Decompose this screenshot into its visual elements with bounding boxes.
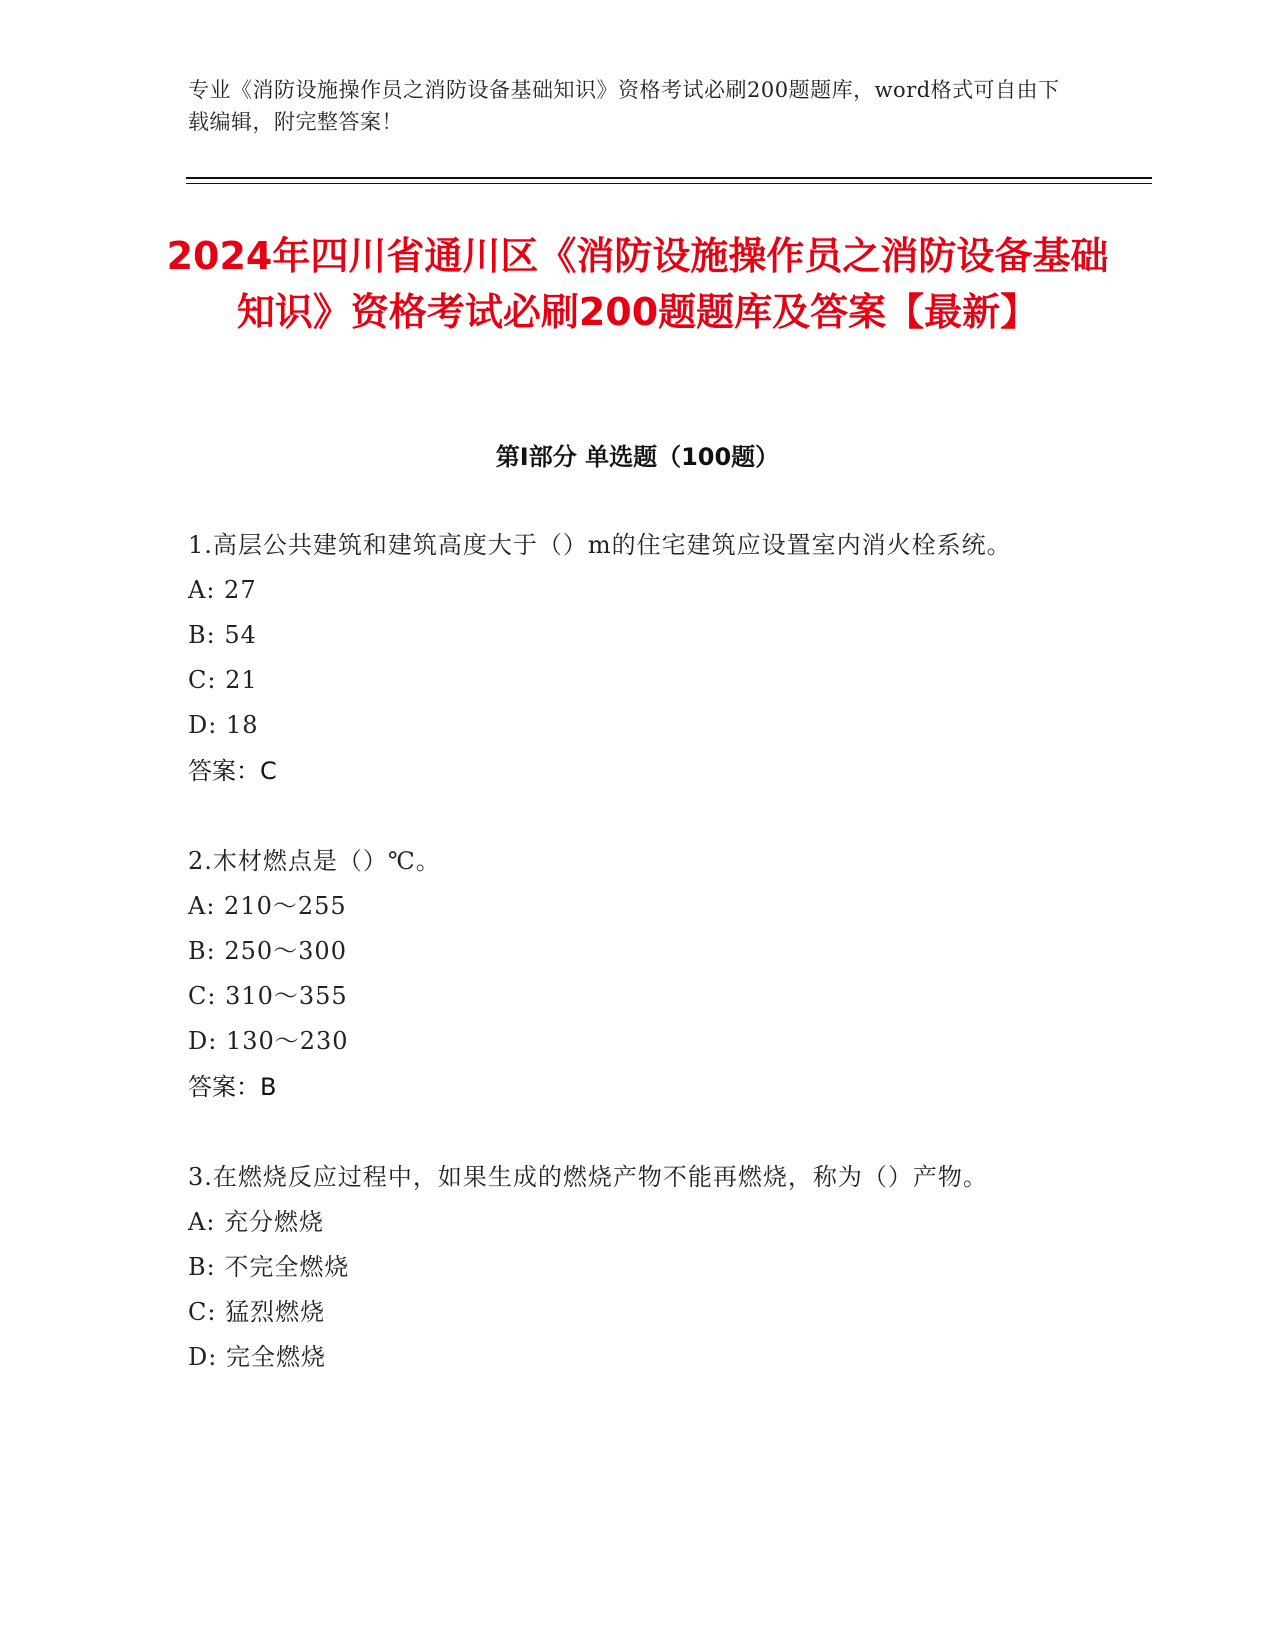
answer: 答案：C xyxy=(188,757,277,785)
option-b: B: 不完全燃烧 xyxy=(188,1253,350,1281)
option-a: A: 27 xyxy=(188,576,257,604)
question-2 xyxy=(188,838,1088,1110)
document-title: 2024年四川省通川区《消防设施操作员之消防设备基础知识》资格考试必刷200题题库及答案【最新】 xyxy=(166,234,1109,334)
header-divider-thick xyxy=(186,177,1152,179)
header-divider-thin xyxy=(186,183,1152,184)
question-stem: 3.在燃烧反应过程中，如果生成的燃烧产物不能再燃烧，称为（）产物。 xyxy=(188,1163,988,1191)
question-stem: 1.高层公共建筑和建筑高度大于（）m的住宅建筑应设置室内消火栓系统。 xyxy=(188,531,1012,559)
question-stem: 2.木材燃点是（）℃。 xyxy=(188,847,441,875)
option-b: B: 54 xyxy=(188,621,257,649)
option-d: D: 完全燃烧 xyxy=(188,1343,326,1371)
option-d: D: 18 xyxy=(188,711,259,739)
question-list xyxy=(188,522,1088,1424)
option-c: C: 猛烈燃烧 xyxy=(188,1298,326,1326)
option-b: B: 250～300 xyxy=(188,937,347,965)
option-c: C: 21 xyxy=(188,666,258,694)
question-3 xyxy=(188,1154,1088,1380)
option-d: D: 130～230 xyxy=(188,1027,349,1055)
option-a: A: 充分燃烧 xyxy=(188,1208,325,1236)
option-c: C: 310～355 xyxy=(188,982,348,1010)
header-note: 专业《消防设施操作员之消防设备基础知识》资格考试必刷200题题库，word格式可自由下载编辑，附完整答案！ xyxy=(188,78,1060,134)
section-heading: 第Ⅰ部分 单选题（100题） xyxy=(495,443,780,471)
question-1 xyxy=(188,522,1088,794)
option-a: A: 210～255 xyxy=(188,892,347,920)
answer: 答案：B xyxy=(188,1073,277,1101)
